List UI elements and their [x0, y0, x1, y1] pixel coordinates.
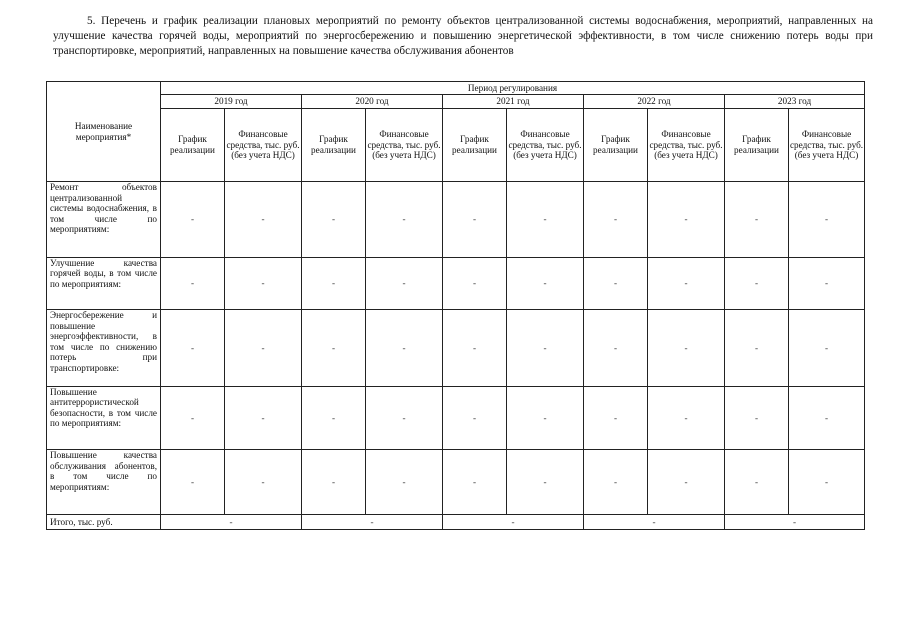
activities-table: [46, 81, 865, 530]
table-cell: -: [648, 310, 725, 387]
table-cell: -: [789, 310, 865, 387]
table-cell: -: [225, 182, 302, 258]
table-row: [47, 182, 865, 258]
finance-header: Финансовые средства, тыс. руб. (без учета НДС): [366, 108, 443, 182]
table-cell: -: [443, 310, 507, 387]
table-cell: -: [648, 257, 725, 309]
section-heading-text: 5. Перечень и график реализации плановых мероприятий по ремонту объектов централизованной системы водоснабжения, мероприятий, направленных на улучшение качества горячей воды, мероприятий по энергосбережению и повышению энергетической эффективности, в том числе снижению потерь воды при транспортировке, мероприятий, направленных на повышение качества обслуживания абонентов: [53, 15, 873, 57]
table-cell: -: [302, 182, 366, 258]
table-cell: -: [507, 310, 584, 387]
table-cell: -: [161, 182, 225, 258]
total-cell: -: [584, 514, 725, 529]
total-cell: -: [161, 514, 302, 529]
schedule-header: График реализации: [302, 108, 366, 182]
table-cell: -: [648, 386, 725, 449]
table-cell: -: [725, 182, 789, 258]
table-row: [47, 310, 865, 387]
table-cell: -: [789, 182, 865, 258]
table-cell: -: [443, 450, 507, 514]
table-cell: -: [507, 182, 584, 258]
schedule-header: График реализации: [725, 108, 789, 182]
table-cell: -: [789, 386, 865, 449]
period-header: Период регулирования: [161, 82, 865, 95]
activity-name: Повышение качества обслуживания абонентов, в том числе по мероприятиям:: [47, 450, 161, 514]
table-cell: -: [648, 450, 725, 514]
activity-name: Ремонт объектов централизованной системы водоснабжения, в том числе по мероприятиям:: [47, 182, 161, 258]
total-row: [47, 514, 865, 529]
section-heading: [53, 14, 873, 59]
table-cell: -: [225, 386, 302, 449]
table-cell: -: [366, 182, 443, 258]
table-cell: -: [161, 257, 225, 309]
schedule-header: График реализации: [161, 108, 225, 182]
total-cell: -: [302, 514, 443, 529]
table-cell: -: [507, 257, 584, 309]
schedule-header: График реализации: [443, 108, 507, 182]
table-cell: -: [302, 450, 366, 514]
table-cell: -: [789, 450, 865, 514]
table-cell: -: [225, 310, 302, 387]
table-cell: -: [584, 310, 648, 387]
year-header: 2022 год: [584, 95, 725, 108]
table-cell: -: [302, 310, 366, 387]
total-cell: -: [725, 514, 865, 529]
year-header: 2021 год: [443, 95, 584, 108]
table-cell: -: [443, 182, 507, 258]
table-cell: -: [725, 386, 789, 449]
table-cell: -: [161, 450, 225, 514]
table-cell: -: [443, 257, 507, 309]
table-cell: -: [161, 310, 225, 387]
table-cell: -: [584, 450, 648, 514]
table-cell: -: [507, 386, 584, 449]
table-row: [47, 386, 865, 449]
table-cell: -: [725, 310, 789, 387]
table-cell: -: [584, 182, 648, 258]
year-header: 2020 год: [302, 95, 443, 108]
table-cell: -: [584, 386, 648, 449]
finance-header: Финансовые средства, тыс. руб. (без учета НДС): [225, 108, 302, 182]
table-cell: -: [366, 310, 443, 387]
table-cell: -: [302, 386, 366, 449]
table-cell: -: [648, 182, 725, 258]
table-row: [47, 450, 865, 514]
table-row: [47, 257, 865, 309]
activity-name: Энергосбережение и повышение энергоэффективности, в том числе по снижению потерь при транспортировке:: [47, 310, 161, 387]
activity-name: Повышение антитеррористической безопасности, в том числе по мероприятиям:: [47, 386, 161, 449]
total-label: Итого, тыс. руб.: [47, 514, 161, 529]
table-cell: -: [366, 257, 443, 309]
table-cell: -: [725, 257, 789, 309]
activity-name: Улучшение качества горячей воды, в том числе по мероприятиям:: [47, 257, 161, 309]
activity-name-header: Наименование мероприятия*: [47, 82, 161, 182]
table-cell: -: [366, 450, 443, 514]
table-cell: -: [507, 450, 584, 514]
table-cell: -: [225, 257, 302, 309]
table-cell: -: [225, 450, 302, 514]
table-cell: -: [725, 450, 789, 514]
table-cell: -: [366, 386, 443, 449]
year-header-row: [47, 95, 865, 108]
table-cell: -: [161, 386, 225, 449]
finance-header: Финансовые средства, тыс. руб. (без учета НДС): [507, 108, 584, 182]
finance-header: Финансовые средства, тыс. руб. (без учета НДС): [789, 108, 865, 182]
year-header: 2019 год: [161, 95, 302, 108]
finance-header: Финансовые средства, тыс. руб. (без учета НДС): [648, 108, 725, 182]
table-cell: -: [584, 257, 648, 309]
total-cell: -: [443, 514, 584, 529]
sub-header-row: [47, 108, 865, 182]
schedule-header: График реализации: [584, 108, 648, 182]
year-header: 2023 год: [725, 95, 865, 108]
table-cell: -: [302, 257, 366, 309]
table-cell: -: [443, 386, 507, 449]
table-cell: -: [789, 257, 865, 309]
